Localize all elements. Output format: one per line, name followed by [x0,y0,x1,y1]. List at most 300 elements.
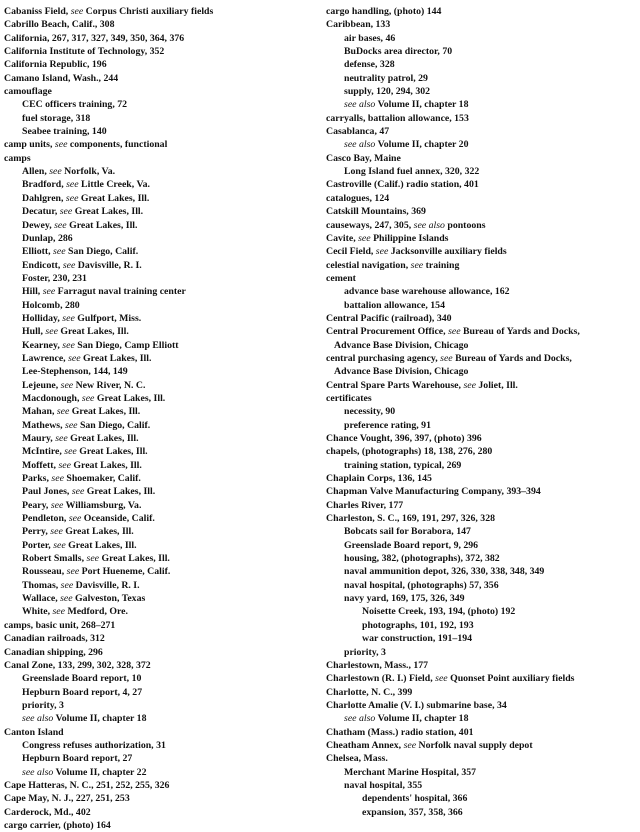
entry-text: photographs, 101, 192, 193 [362,619,474,631]
cross-reference: see [60,593,73,605]
entry-text: Lee-Stephenson, 144, 149 [22,366,128,378]
entry-text: central purchasing agency, [326,352,441,364]
entry-text: Great Lakes, Ill. [66,219,138,231]
entry-text: Norfolk naval supply depot [416,739,533,751]
cross-reference: see [81,392,95,404]
cross-reference: see also [344,713,376,725]
entry-text: San Diego, Calif. [77,419,151,431]
index-entry [326,525,636,538]
index-entry [326,352,636,365]
entry-text: Oceanside, Calif. [81,513,155,525]
cross-reference: see also [22,713,54,725]
cross-reference: see [448,326,461,338]
index-entry [326,792,636,805]
entry-text: Davisville, R. I. [75,259,142,271]
index-entry [4,219,316,232]
cross-reference: see [435,673,448,685]
entry-text: Port Hueneme, Calif. [79,566,171,578]
index-entry [4,232,316,245]
entry-text: Chatham (Mass.) radio station, 401 [326,726,474,738]
index-entry [326,379,636,392]
index-entry [326,285,636,298]
entry-text: Hepburn Board report, 4, 27 [22,686,143,698]
entry-text: catalogues, 124 [326,192,390,204]
index-entry [326,219,636,232]
entry-text: Canadian railroads, 312 [4,633,105,645]
entry-text: Charlestown, Mass., 177 [326,659,429,671]
entry-text: Bureau of Yards and Docks, [452,352,572,364]
entry-text: Wallace, [22,593,61,605]
entry-text: Charlotte Amalie (V. I.) submarine base, 34 [326,699,507,711]
entry-text: Merchant Marine Hospital, 357 [344,766,477,778]
entry-text: camps, basic unit, 268–271 [4,619,116,631]
entry-text: Elliott, [22,246,54,258]
entry-text: Decatur, [22,206,60,218]
entry-text: Volume II, chapter 18 [375,713,469,725]
entry-text: expansion, 357, 358, 366 [362,806,463,818]
entry-text: Advance Base Division, Chicago [334,366,469,378]
cross-reference: see [60,379,74,391]
entry-text: Joliet, Ill. [475,379,518,391]
index-entry [326,592,636,605]
index-entry [4,792,316,805]
entry-text: Moffett, [22,459,59,471]
entry-text: Hepburn Board report, 27 [22,753,133,765]
index-entry [4,766,316,779]
cross-reference: see [66,179,79,191]
cross-reference: see [375,246,389,258]
index-entry [326,245,636,258]
index-entry [326,605,636,618]
index-entry [326,552,636,565]
entry-text: Hill, [22,286,43,298]
entry-text: Dewey, [22,219,55,231]
entry-text: Long Island fuel annex, 320, 322 [344,166,480,178]
cross-reference: see also [344,139,376,151]
cross-reference: see [53,539,66,551]
entry-text: Little Creek, Va. [78,179,150,191]
cross-reference: see [42,286,56,298]
index-entry [4,58,316,71]
entry-text: Holcomb, 280 [22,299,80,311]
index-entry [4,605,316,618]
entry-text: celestial navigation, [326,259,411,271]
entry-text: priority, 3 [344,646,386,658]
entry-text: pontoons [444,219,486,231]
entry-text: Chapman Valve Manufacturing Company, 393–394 [326,486,541,498]
cross-reference: see [65,419,78,431]
entry-text: defense, 328 [344,59,395,71]
entry-text: camps [4,152,31,164]
index-entry [326,205,636,218]
index-entry [4,98,316,111]
entry-text: Maury, [22,433,56,444]
entry-text: camouflage [4,86,52,98]
cross-reference: see [463,379,476,391]
index-entry [4,619,316,632]
entry-text: Perry, [22,526,51,538]
index-entry-continuation [326,339,636,352]
index-entry-continuation [326,365,636,378]
index-entry [326,5,636,18]
entry-text: Medford, Ore. [65,606,128,618]
index-entry [326,699,636,712]
entry-text: training [423,259,460,271]
index-entry [326,646,636,659]
index-entry [4,686,316,699]
cross-reference: see [86,553,100,565]
entry-text: Charlestown (R. I.) Field, [326,673,436,685]
cross-reference: see [64,446,77,458]
entry-text: Philippine Islands [370,232,449,244]
entry-text: war construction, 191–194 [362,633,473,645]
entry-text: Charles River, 177 [326,499,404,511]
index-entry [326,539,636,552]
entry-text: cargo handling, (photo) 144 [326,6,442,17]
cross-reference: see [65,192,79,204]
entry-text: naval hospital, (photographs) 57, 356 [344,579,499,591]
index-entry [4,299,316,312]
index-entry [326,192,636,205]
entry-text: Advance Base Division, Chicago [334,339,469,351]
cross-reference: see also [344,99,376,111]
index-entry [4,779,316,792]
index-entry [326,619,636,632]
entry-text: Norfolk, Va. [61,166,116,178]
index-entry [326,485,636,498]
index-entry [4,525,316,538]
index-entry [4,272,316,285]
cross-reference: see [71,486,85,498]
entry-text: Great Lakes, Ill. [94,392,166,404]
index-entry [4,565,316,578]
index-entry [4,699,316,712]
index-entry [326,125,636,138]
entry-text: Cape May, N. J., 227, 251, 253 [4,793,130,805]
index-entry [4,352,316,365]
entry-text: fuel storage, 318 [22,112,91,124]
entry-text: Great Lakes, Ill. [99,553,170,565]
entry-text: supply, 120, 294, 302 [344,86,431,98]
entry-text: Foster, 230, 231 [22,272,87,284]
entry-text: Noisette Creek, 193, 194, (photo) 192 [362,606,516,618]
entry-text: Bradford, [22,179,67,191]
cross-reference: see [62,339,75,351]
entry-text: cargo carrier, (photo) 164 [4,819,111,831]
entry-text: Allen, [22,166,50,178]
index-entry [4,672,316,685]
entry-text: cement [326,272,356,284]
entry-text: Congress refuses authorization, 31 [22,739,166,751]
entry-text: Pendleton, [22,513,69,525]
entry-text: Mahan, [22,406,57,418]
entry-text: Great Lakes, Ill. [57,326,129,338]
entry-text: Great Lakes, Ill. [67,433,139,444]
entry-text: Davisville, R. I. [73,579,140,591]
entry-text: Cecil Field, [326,246,376,258]
entry-text: Great Lakes, Ill. [76,446,148,458]
index-entry [326,178,636,191]
entry-text: battalion allowance, 154 [344,299,445,311]
entry-text: Charleston, S. C., 169, 191, 297, 326, 328 [326,513,496,525]
entry-text: Hull, [22,326,46,338]
index-entry [326,632,636,645]
entry-text: Seabee training, 140 [22,126,107,138]
index-entry [4,419,316,432]
entry-text: Bobcats sail for Borabora, 147 [344,526,471,538]
entry-text: New River, N. C. [73,379,146,391]
entry-text: CEC officers training, 72 [22,99,128,111]
index-entry [326,165,636,178]
index-entry [4,646,316,659]
entry-text: advance base warehouse allowance, 162 [344,286,510,298]
index-entry [326,299,636,312]
index-entry [4,552,316,565]
entry-text: Volume II, chapter 22 [53,766,147,778]
entry-text: Camano Island, Wash., 244 [4,72,119,84]
index-entry [4,5,316,18]
index-entry [4,592,316,605]
index-entry [4,726,316,739]
entry-text: Rousseau, [22,566,67,578]
entry-text: Caribbean, 133 [326,19,391,31]
index-entry [326,432,636,445]
entry-text: Parks, [22,473,52,485]
entry-text: carryalls, battalion allowance, 153 [326,112,469,124]
entry-text: Kearney, [22,339,63,351]
entry-text: chapels, (photographs) 18, 138, 276, 280 [326,446,493,458]
entry-text: naval hospital, 355 [344,779,423,791]
index-entry [4,512,316,525]
entry-text: Dunlap, 286 [22,232,73,244]
index-entry [4,405,316,418]
index-entry [326,392,636,405]
index-entry [4,459,316,472]
index-entry [4,72,316,85]
entry-text: Great Lakes, Ill. [69,406,141,418]
entry-text: Central Spare Parts Warehouse, [326,379,464,391]
entry-text: Central Pacific (railroad), 340 [326,312,452,324]
entry-text: Catskill Mountains, 369 [326,206,426,218]
index-entry [326,18,636,31]
index-entry [4,392,316,405]
entry-text: Jacksonville auxiliary fields [388,246,507,258]
entry-text: Great Lakes, Ill. [84,486,156,498]
entry-text: Great Lakes, Ill. [70,459,142,471]
entry-text: Shoemaker, Calif. [63,473,141,485]
cross-reference: see [56,406,70,418]
entry-text: Great Lakes, Ill. [80,352,152,364]
index-entry [326,579,636,592]
entry-text: Castroville (Calif.) radio station, 401 [326,179,479,191]
index-entry [326,325,636,338]
index-entry [4,205,316,218]
cross-reference: see [50,499,64,511]
entry-text: Great Lakes, Ill. [72,206,144,218]
entry-text: San Diego, Camp Elliott [74,339,179,351]
entry-text: Casablanca, 47 [326,126,390,138]
entry-text: California Republic, 196 [4,59,107,71]
cross-reference: see [59,206,73,218]
cross-reference: see also [413,219,445,231]
entry-text: causeways, 247, 305, [326,219,414,231]
index-entry [4,752,316,765]
entry-text: Farragut naval training center [55,286,186,298]
entry-text: dependents' hospital, 366 [362,793,468,805]
entry-text: Carderock, Md., 402 [4,806,91,818]
entry-text: naval ammunition depot, 326, 330, 338, 348, 349 [344,566,545,578]
cross-reference: see also [22,766,54,778]
index-entry [4,45,316,58]
entry-text: Chelsea, Mass. [326,753,388,765]
index-entry [326,512,636,525]
index-entry [326,779,636,792]
entry-text: California, 267, 317, 327, 349, 350, 364, 376 [4,32,185,44]
index-entry [326,272,636,285]
index-entry [4,632,316,645]
cross-reference: see [62,312,75,324]
entry-text: Bureau of Yards and Docks, [460,326,580,338]
entry-text: Chance Vought, 396, 397, (photo) 396 [326,433,482,444]
entry-text: camp units, [4,139,55,151]
index-entry [4,819,316,832]
cross-reference: see [54,219,67,231]
cross-reference: see [403,739,417,751]
index-entry [326,766,636,779]
entry-text: Corpus Christi auxiliary fields [83,6,214,17]
cross-reference: see [53,246,66,258]
index-entry [326,459,636,472]
index-entry [4,138,316,151]
entry-text: Volume II, chapter 18 [375,99,469,111]
entry-text: Holliday, [22,312,63,324]
cross-reference: see [50,526,63,538]
index-entry [326,259,636,272]
index-entry [326,312,636,325]
index-entry [4,445,316,458]
index-entry [326,739,636,752]
entry-text: San Diego, Calif. [65,246,139,258]
entry-text: Thomas, [22,579,61,591]
entry-text: Williamsburg, Va. [63,499,142,511]
entry-text: Charlotte, N. C., 399 [326,686,413,698]
index-entry [4,18,316,31]
entry-text: Endicott, [22,259,63,271]
entry-text: Cabaniss Field, [4,6,71,17]
entry-text: training station, typical, 269 [344,459,462,471]
entry-text: Gulfport, Miss. [74,312,142,324]
cross-reference: see [52,606,65,618]
entry-text: California Institute of Technology, 352 [4,46,165,58]
entry-text: certificates [326,392,372,404]
entry-text: Cabrillo Beach, Calif., 308 [4,19,115,31]
index-entry [4,579,316,592]
index-entry [4,32,316,45]
entry-text: priority, 3 [22,699,64,711]
entry-text: navy yard, 169, 175, 326, 349 [344,593,465,605]
index-entry [4,472,316,485]
index-entry [326,712,636,725]
index-entry [326,405,636,418]
index-entry [326,98,636,111]
index-entry [4,712,316,725]
entry-text: Volume II, chapter 18 [53,713,147,725]
index-entry [326,565,636,578]
entry-text: Volume II, chapter 20 [375,139,469,151]
index-entry [4,192,316,205]
index-entry [4,499,316,512]
index-entry [326,72,636,85]
entry-text: air bases, 46 [344,32,396,44]
entry-text: Canal Zone, 133, 299, 302, 328, 372 [4,659,151,671]
entry-text: Dahlgren, [22,192,66,204]
index-entry [4,245,316,258]
entry-text: necessity, 90 [344,406,396,418]
entry-text: Central Procurement Office, [326,326,449,338]
index-entry [326,659,636,672]
cross-reference: see [358,232,371,244]
index-entry [4,739,316,752]
entry-text: Canadian shipping, 296 [4,646,103,658]
entry-text: Cavite, [326,232,359,244]
entry-text: BuDocks area director, 70 [344,46,453,58]
index-entry [326,726,636,739]
cross-reference: see [45,326,58,338]
index-entry [326,672,636,685]
index-entry [4,152,316,165]
cross-reference: see [55,433,68,444]
index-entry [326,472,636,485]
index-entry [326,445,636,458]
entry-text: Great Lakes, Ill. [65,539,137,551]
index-entry [4,806,316,819]
entry-text: Cape Hatteras, N. C., 251, 252, 255, 326 [4,779,170,791]
index-entry [4,339,316,352]
entry-text: components, functional [67,139,168,151]
entry-text: housing, 382, (photographs), 372, 382 [344,553,500,565]
entry-text: White, [22,606,53,618]
entry-text: Macdonough, [22,392,82,404]
cross-reference: see [68,513,82,525]
index-entry [326,499,636,512]
entry-text: Porter, [22,539,54,551]
index-entry [4,285,316,298]
entry-text: Galveston, Texas [72,593,146,605]
index-entry [4,485,316,498]
index-entry [4,125,316,138]
index-entry [326,58,636,71]
index-entry [326,752,636,765]
index-column-left [4,5,316,831]
entry-text: Cheatham Annex, [326,739,404,751]
cross-reference: see [62,259,76,271]
entry-text: McIntire, [22,446,65,458]
entry-text: Robert Smalls, [22,553,87,565]
index-entry [4,432,316,445]
index-entry [4,259,316,272]
index-entry [4,379,316,392]
index-entry [4,659,316,672]
index-entry [4,539,316,552]
entry-text: Canton Island [4,726,64,738]
index-entry [326,806,636,819]
index-column-right [326,5,636,828]
index-entry [326,232,636,245]
index-entry [326,152,636,165]
index-entry [326,138,636,151]
cross-reference: see [60,579,74,591]
entry-text: Mathews, [22,419,65,431]
